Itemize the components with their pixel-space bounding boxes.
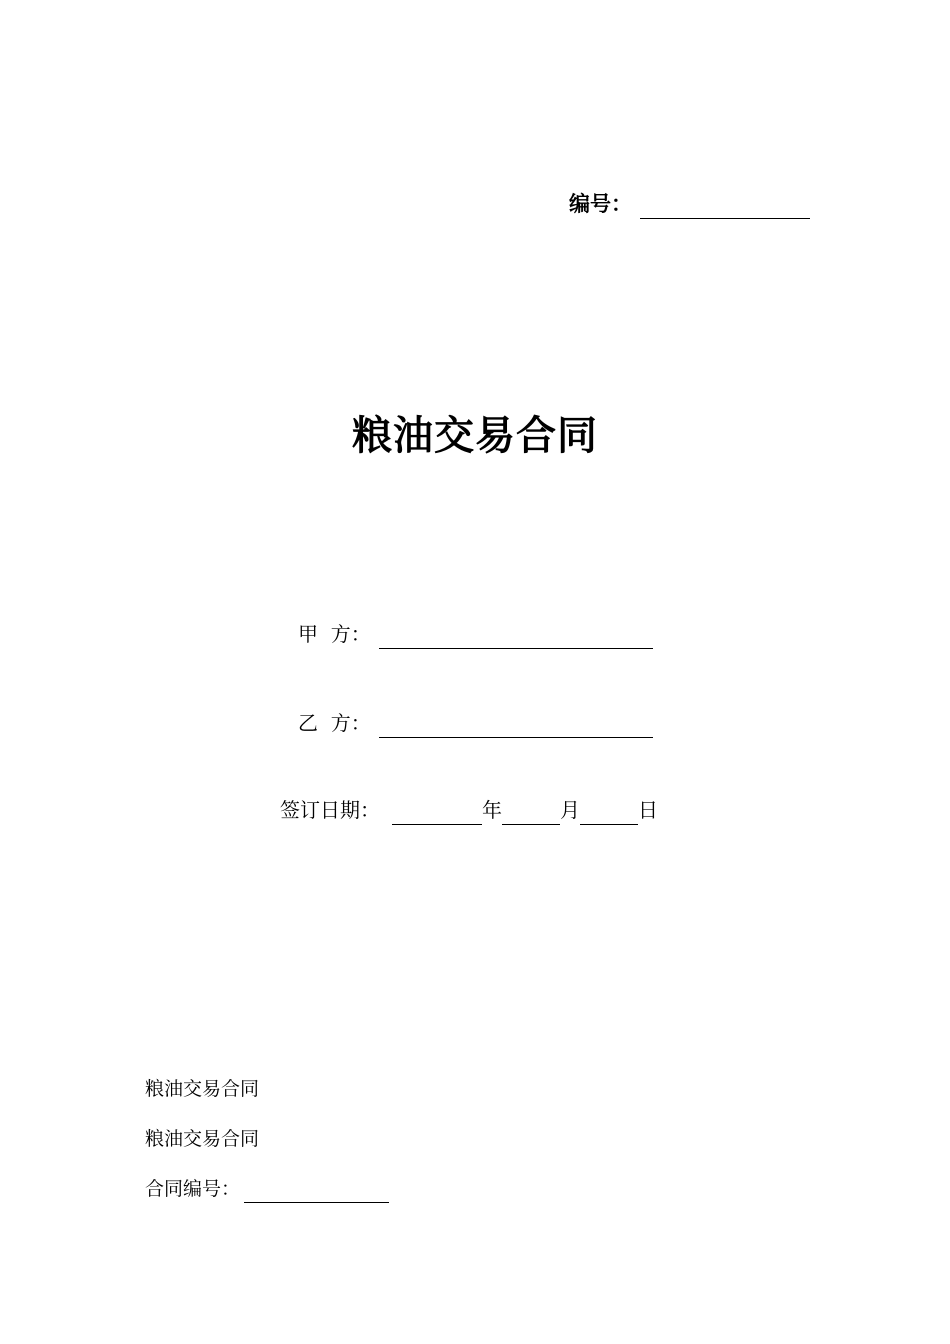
serial-number-field: [569, 189, 810, 219]
party-b-field: [298, 708, 653, 738]
party-a-blank[interactable]: [379, 626, 653, 649]
document-title: 粮油交易合同: [352, 413, 598, 459]
party-b-blank[interactable]: [379, 715, 653, 738]
contract-number-blank[interactable]: [244, 1182, 389, 1203]
day-label: 日: [638, 798, 658, 822]
party-a-label: 甲 方：: [298, 622, 371, 646]
body-heading-2: 粮油交易合同: [145, 1128, 260, 1150]
party-a-field: [298, 619, 653, 649]
signing-date-field: [280, 795, 658, 825]
serial-number-blank[interactable]: [640, 196, 810, 219]
party-b-label: 乙 方：: [298, 711, 371, 735]
year-blank[interactable]: [392, 802, 482, 825]
month-blank[interactable]: [502, 802, 560, 825]
year-label: 年: [482, 798, 502, 822]
contract-number-label: 合同编号：: [145, 1178, 241, 1200]
body-heading-1: 粮油交易合同: [145, 1078, 260, 1100]
signing-date-label: 签订日期：: [280, 798, 380, 822]
serial-number-label: 编号：: [569, 192, 632, 216]
day-blank[interactable]: [580, 802, 638, 825]
month-label: 月: [560, 798, 580, 822]
contract-number-field: [145, 1175, 389, 1203]
